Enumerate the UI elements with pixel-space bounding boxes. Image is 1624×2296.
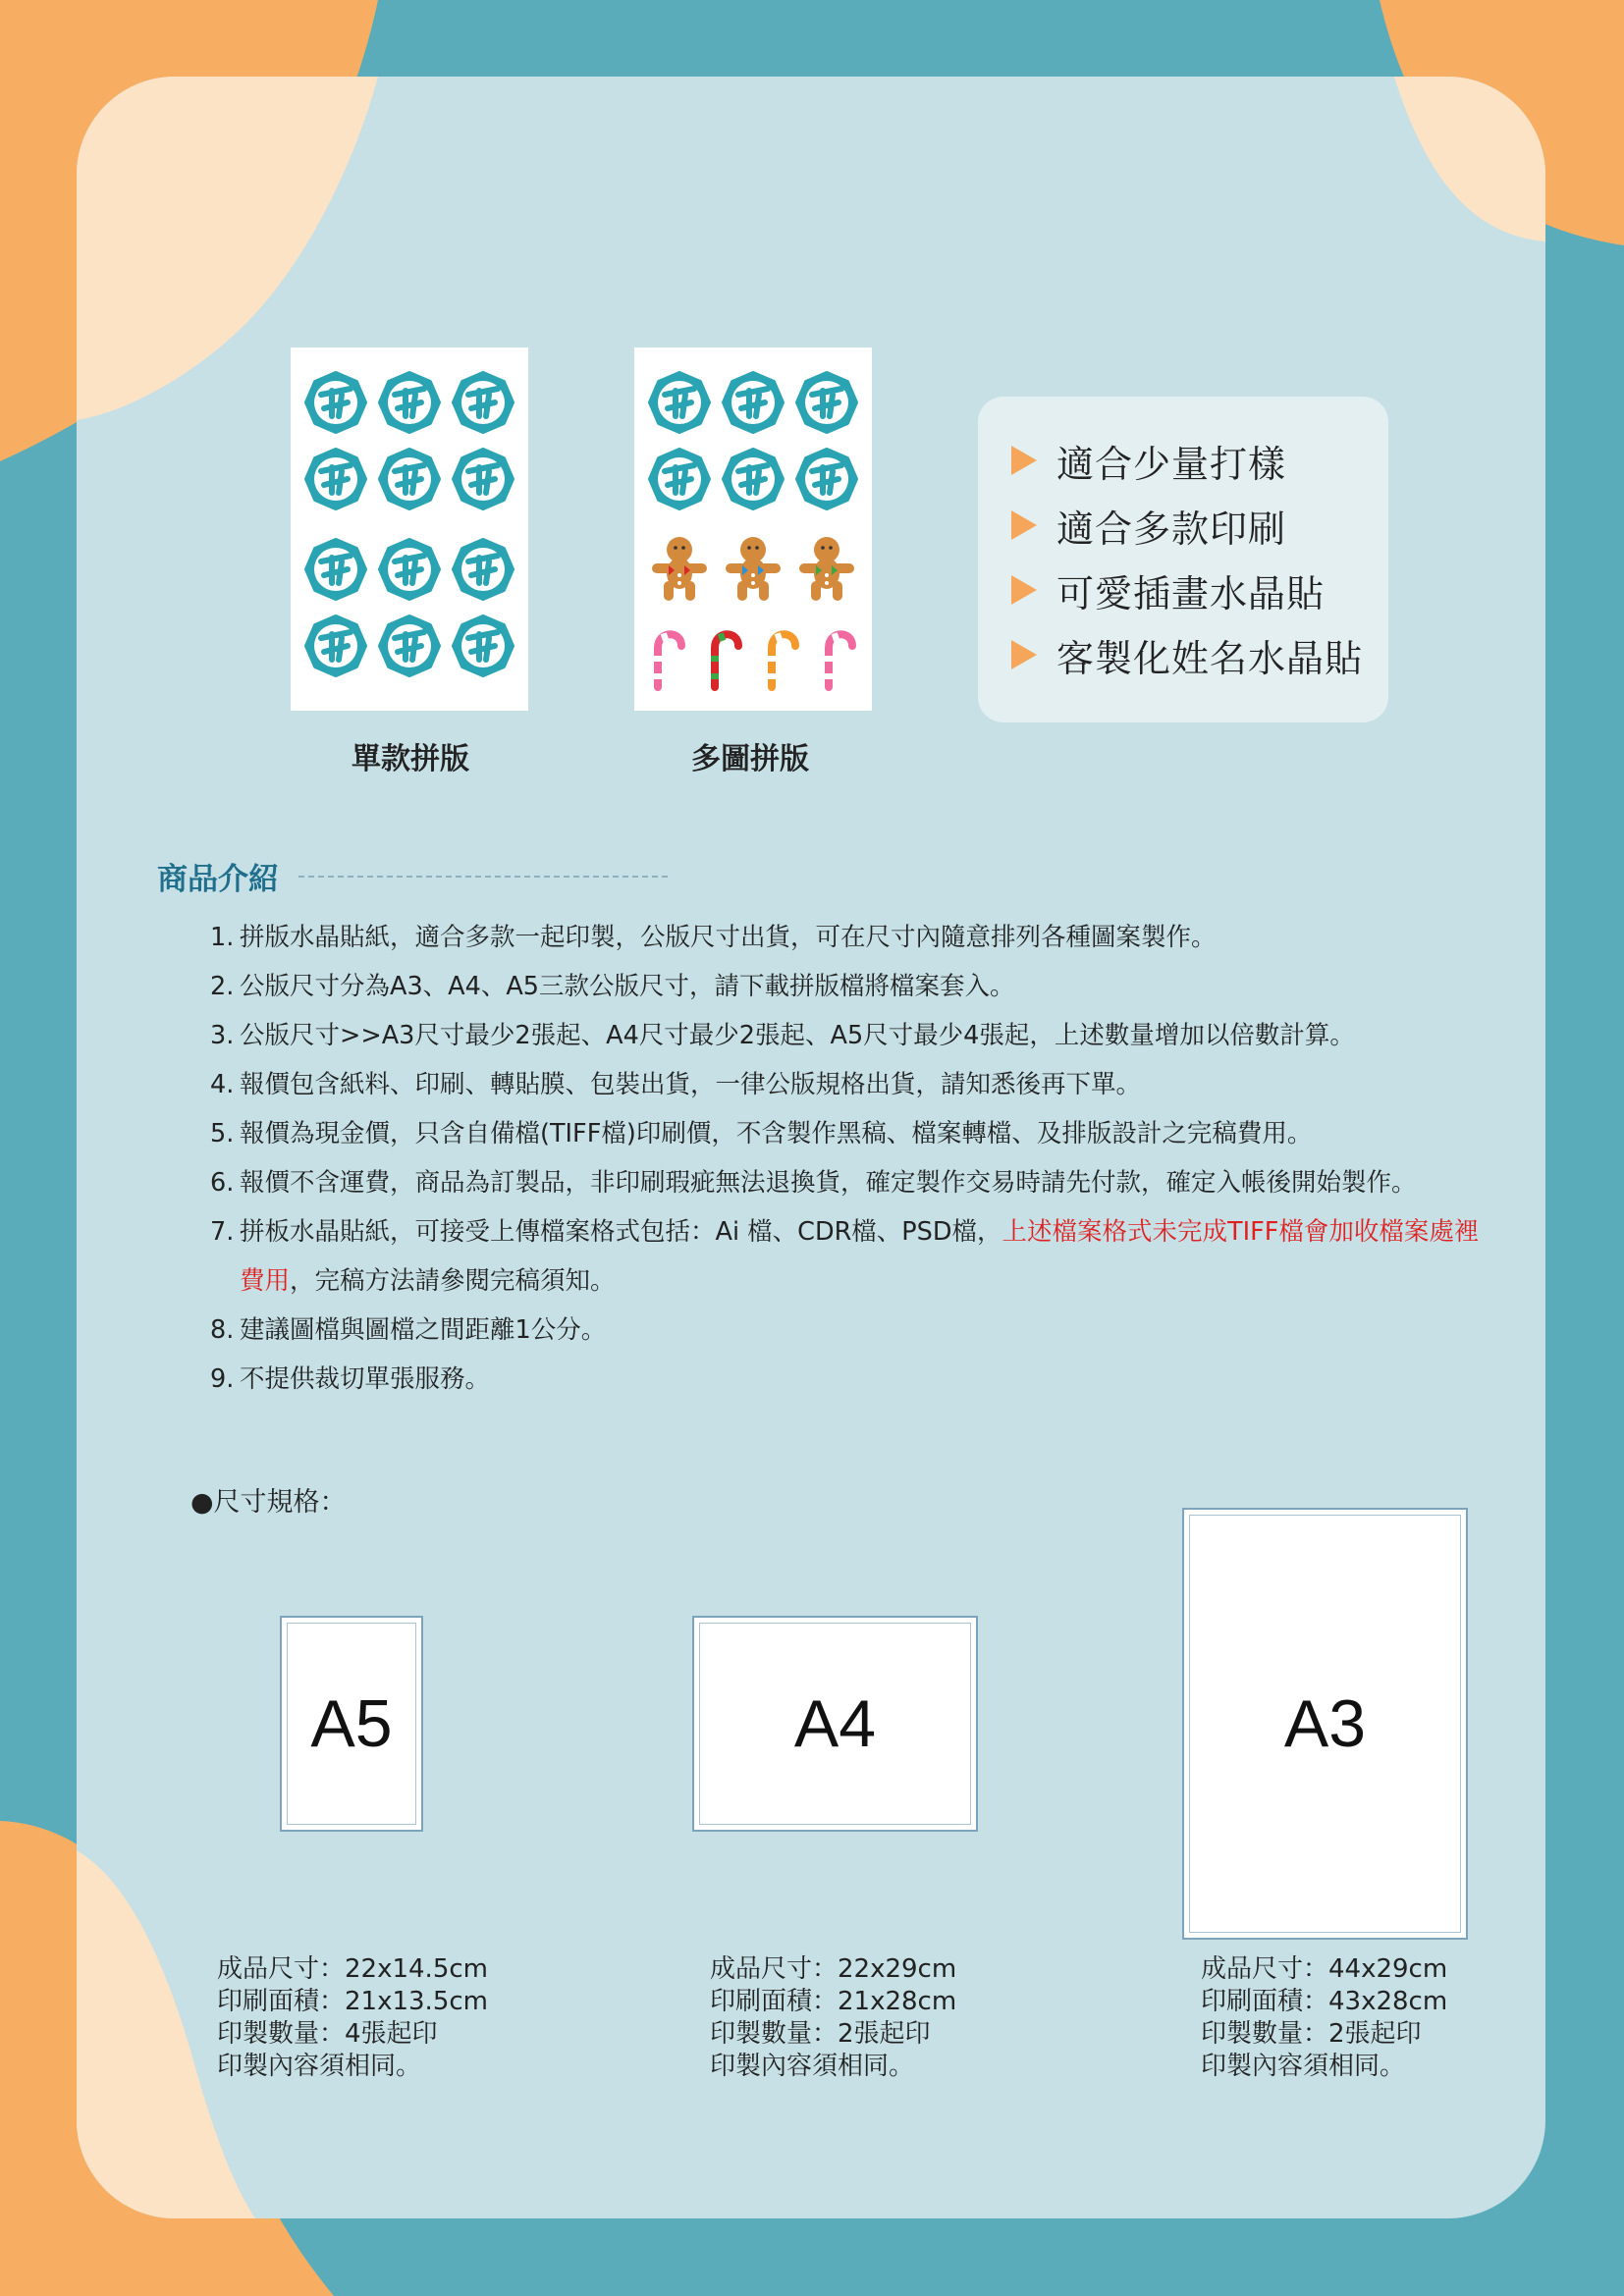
list-item: 2. 公版尺寸分為A3、A4、A5三款公版尺寸，請下載拼版檔將檔案套入。 xyxy=(210,972,1015,1001)
multi-layout-sheet xyxy=(634,347,872,711)
feature-item: 客製化姓名水晶貼 xyxy=(1011,630,1363,679)
section-title: 商品介紹 xyxy=(157,862,279,897)
paper-size-label: A3 xyxy=(1283,1686,1367,1761)
feature-list xyxy=(978,397,1388,722)
list-item: 7. 拼板水晶貼紙，可接受上傳檔案格式包括：Ai 檔、CDR檔、PSD檔，上述檔案格式未完成TIFF檔會加收檔案處裡費用，完稿方法請參閱完稿須知。 xyxy=(210,1217,1480,1296)
list-item: 4. 報價包含紙料、印刷、轉貼膜、包裝出貨，一律公版規格出貨，請知悉後再下單。 xyxy=(210,1070,1142,1099)
paper-a5 xyxy=(280,1616,423,1832)
paper-a3 xyxy=(1182,1508,1468,1940)
mixed-sticker-grid-graphic xyxy=(634,347,872,711)
single-layout-sheet xyxy=(291,347,528,711)
list-item: 9. 不提供裁切單張服務。 xyxy=(210,1364,491,1394)
intro-list xyxy=(210,913,1487,1404)
triangle-bullet-icon xyxy=(1011,446,1037,475)
list-item: 8. 建議圖檔與圖檔之間距離1公分。 xyxy=(210,1315,607,1345)
list-item: 5. 報價為現金價，只含自備檔(TIFF檔)印刷價，不含製作黑稿、檔案轉檔、及排版設計之完稿費用。 xyxy=(210,1119,1313,1148)
list-item: 3. 公版尺寸>>A3尺寸最少2張起、A4尺寸最少2張起、A5尺寸最少4張起，上述數量增加以倍數計算。 xyxy=(210,1021,1355,1050)
single-layout-label: 單款拼版 xyxy=(352,742,469,776)
feature-item: 適合少量打樣 xyxy=(1011,436,1286,485)
spec-a4: 成品尺寸：22x29cm 印刷面積：21x28cm 印製數量：2張起印 印製內容須相同。 xyxy=(710,1954,957,2081)
paper-size-label: A5 xyxy=(310,1686,393,1761)
multi-layout-label: 多圖拼版 xyxy=(691,742,809,776)
spec-a5: 成品尺寸：22x14.5cm 印刷面積：21x13.5cm 印製數量：4張起印 印製內容須相同。 xyxy=(217,1954,488,2081)
spec-heading: ●尺寸規格： xyxy=(190,1487,347,1518)
list-item: 6. 報價不含運費，商品為訂製品，非印刷瑕疵無法退換貨，確定製作交易時請先付款，確定入帳後開始製作。 xyxy=(210,1168,1417,1198)
paper-a4 xyxy=(692,1616,978,1832)
feature-item: 適合多款印刷 xyxy=(1011,501,1286,550)
triangle-bullet-icon xyxy=(1011,640,1037,669)
spec-a3: 成品尺寸：44x29cm 印刷面積：43x28cm 印製數量：2張起印 印製內容須相同。 xyxy=(1201,1954,1448,2081)
triangle-bullet-icon xyxy=(1011,575,1037,605)
highlight-warning: 上述檔案格式未完成TIFF檔會加收檔案處裡費用 xyxy=(240,1217,1480,1296)
feature-item: 可愛插畫水晶貼 xyxy=(1011,565,1325,614)
dashed-divider xyxy=(298,876,668,878)
teal-sticker-grid-graphic xyxy=(291,347,528,711)
paper-size-label: A4 xyxy=(793,1686,877,1761)
list-item: 1. 拼版水晶貼紙，適合多款一起印製，公版尺寸出貨，可在尺寸內隨意排列各種圖案製作。 xyxy=(210,923,1217,952)
triangle-bullet-icon xyxy=(1011,510,1037,540)
